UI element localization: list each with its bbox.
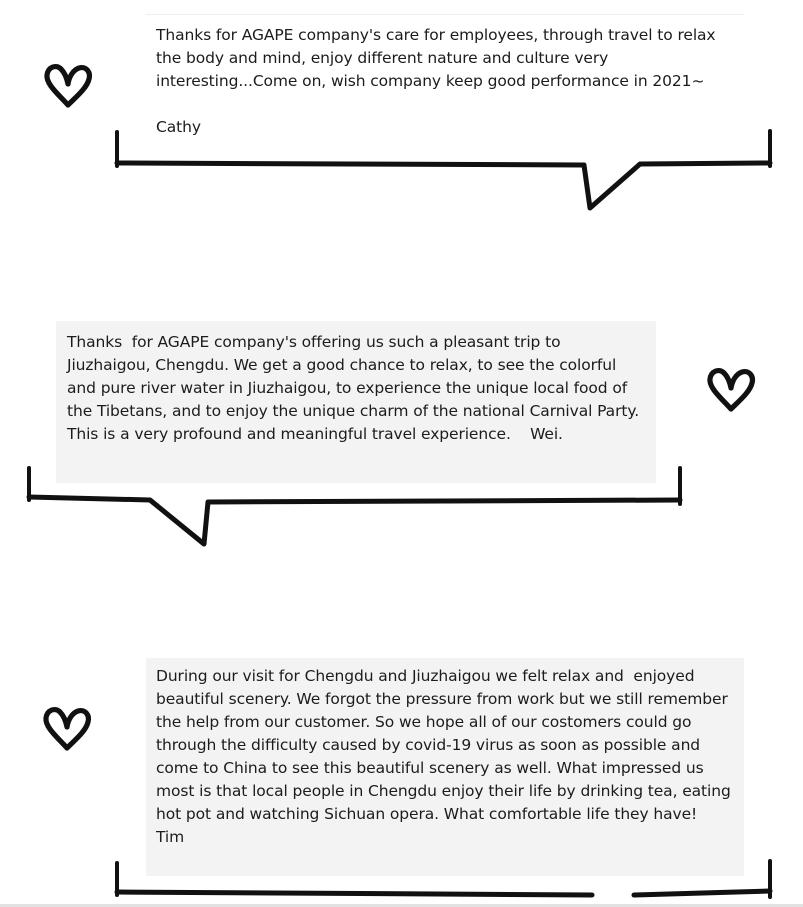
testimonial-text: Thanks for AGAPE company's care for employees, through travel to relax the body and mind, enjoy different nature and culture very interesting...Come on, wish company keep good performance in 2021~ [156,26,721,90]
testimonial-card-wei [56,321,656,483]
testimonial-text: Thanks for AGAPE company's offering us such a pleasant trip to Jiuzhaigou, Chengdu. We get a good chance to relax, to see the colorful and pure river water in Jiuzhaigou, to experience the unique local food of the Tibetans, and to enjoy the unique charm of the national Carnival Party. This is a very profound and meaningful travel experience. Wei. [67,333,644,443]
heart-icon [704,364,758,414]
testimonial-author: Tim [156,828,185,846]
heart-icon [40,703,94,753]
testimonial-text: During our visit for Chengdu and Jiuzhaigou we felt relax and enjoyed beautiful scenery. We forgot the pressure from work but we still remember the help from our customer. So we hope all of our costomers could go through the difficulty caused by covid-19 virus as soon as possible and come to China to see this beautiful scenery as well. What impressed us most is that local people in Chengdu enjoy their life by drinking tea, eating hot pot and watching Sichuan opera. What comfortable life they have! [156,667,736,823]
speech-bubble-underline [112,128,776,214]
testimonial-card-tim [146,658,744,876]
speech-bubble-underline [112,855,776,907]
testimonial-author: Cathy [156,118,201,136]
speech-bubble-underline [24,464,686,552]
heart-icon [41,60,95,110]
